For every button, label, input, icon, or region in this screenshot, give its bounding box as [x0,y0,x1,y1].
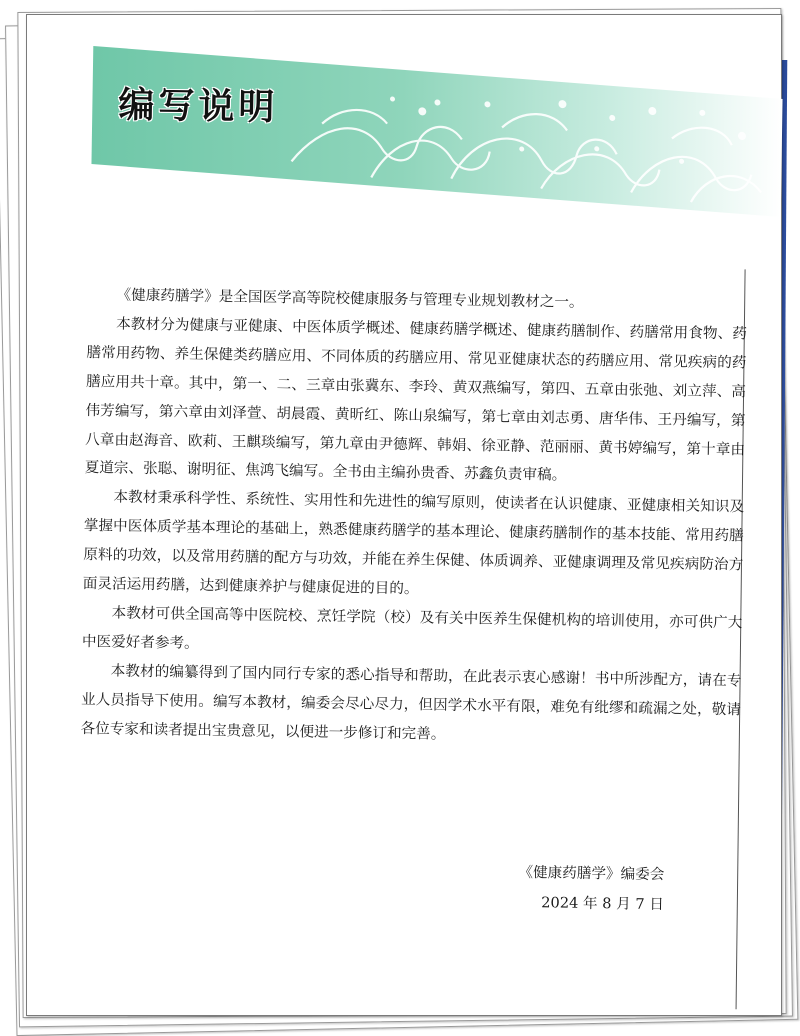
date: 2024 年 8 月 7 日 [541,894,665,914]
paragraph-4: 本教材可供全国高等中医院校、烹饪学院（校）及有关中医养生保健机构的培训使用，亦可供广大中医爱好者参考。 [81,604,743,652]
wave-pattern-icon [91,46,782,217]
title-banner [91,46,782,217]
page-title: 编写说明 [118,83,279,129]
signature: 《健康药膳学》编委会 [518,863,665,884]
paragraph-2: 本教材分为健康与亚健康、中医体质学概述、健康药膳学概述、健康药膳制作、药膳常用食物、药膳常用药物、养生保健类药膳应用、不同体质的药膳应用、常见亚健康状态的药膳应用、常见疾病的药膳应用共十章。其中，第一、二、三章由张冀东、李玲、黄双燕编写，第四、五章由张弛、刘立萍、高伟芳编写，第六章由刘泽萱、胡晨霞、黄昕红、陈山泉编写，第七章由刘志勇、唐华伟、王丹编写，第八章由赵海音、欧莉、王麒琰编写，第九章由尹德辉、韩娟、徐亚静、范丽丽、黄书婷编写，第十章由夏道宗、张聪、谢明征、焦鸿飞编写。全书由主编孙贵香、苏鑫负责审稿。 [84,315,748,484]
paragraph-5: 本教材的编纂得到了国内同行专家的悉心指导和帮助，在此表示衷心感谢！书中所涉配方，请在专业人员指导下使用。编写本教材，编委会尽心尽力，但因学术水平有限，难免有纰缪和疏漏之处，敬请各位专家和读者提出宝贵意见，以便进一步修订和完善。 [80,662,742,743]
body-text [80,281,747,754]
paragraph-1: 《健康药膳学》是全国医学高等院校健康服务与管理专业规划教材之一。 [116,286,584,311]
paragraph-3: 本教材秉承科学性、系统性、实用性和先进性的编写原则，使读者在认识健康、亚健康相关知识及掌握中医体质学基本理论的基础上，熟悉健康药膳学的基本理论、健康药膳制作的基本技能、常用药膳原料的功效，以及常用药膳的配方与功效，并能在养生保健、体质调养、亚健康调理及常见疾病防治方面灵活运用药膳，达到健康养护与健康促进的目的。 [82,488,745,598]
page-content [18,8,788,1020]
signature-block [518,858,665,920]
